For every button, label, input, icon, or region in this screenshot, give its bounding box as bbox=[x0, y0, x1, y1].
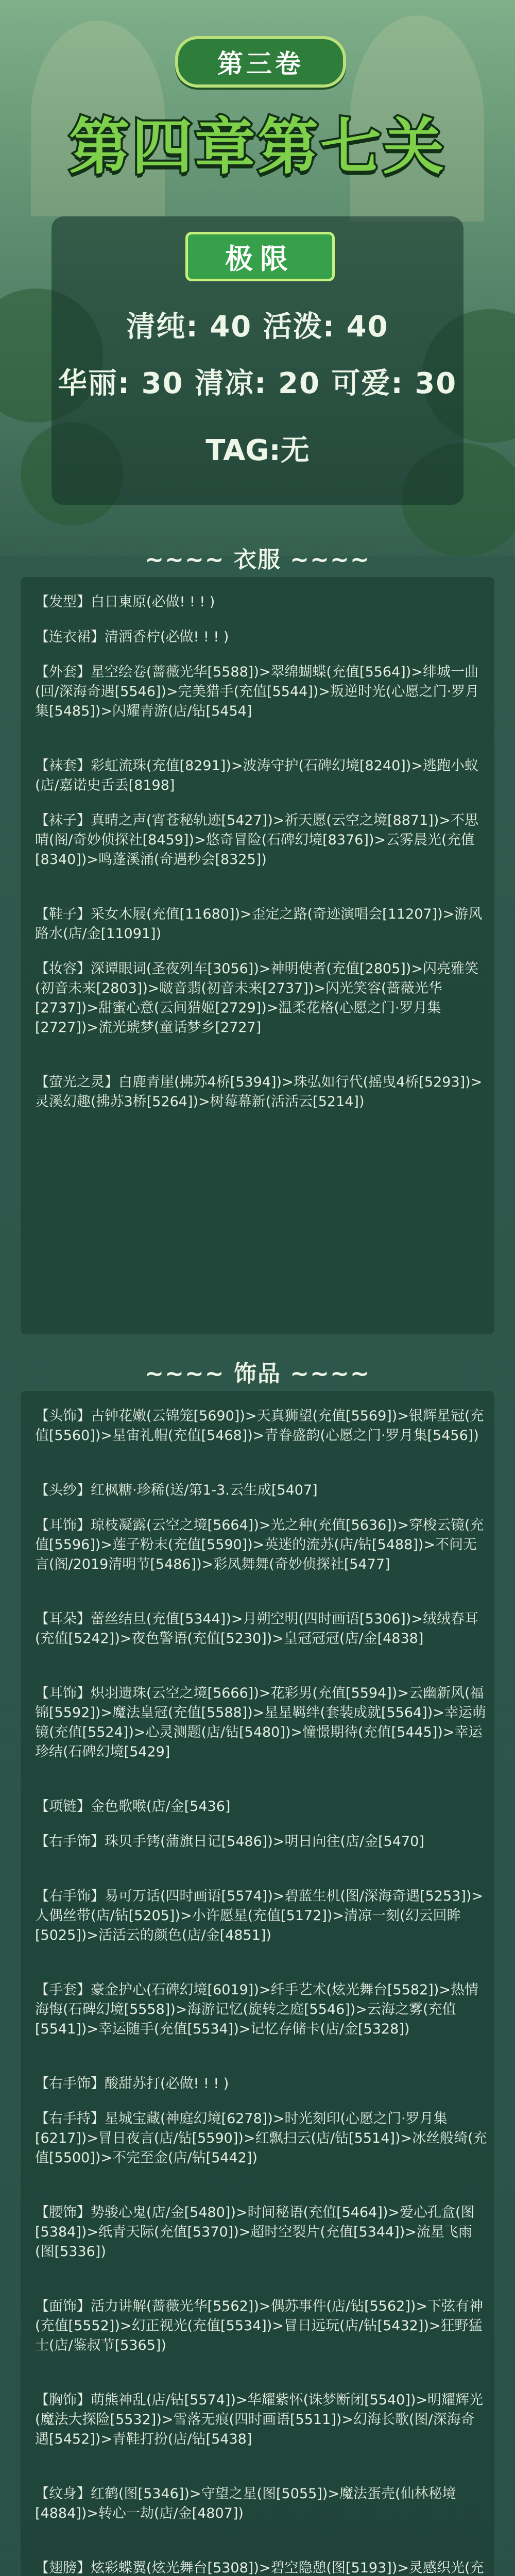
guide-line-item: 【连衣裙】清洒香柠(必做! ! ! ) bbox=[35, 629, 229, 645]
guide-line-item: 【发型】白日東原(必做! ! ! ) bbox=[35, 594, 215, 610]
guide-line-item: 【萤光之灵】白鹿青崖(拂苏4桥[5394])>珠弘如行代(摇曳4桥[5293])>灵溪幻趣(拂苏3桥[5264])>树莓幕新(活活云[5214]) bbox=[35, 1074, 483, 1110]
guide-line-item: 【耳饰】琼枝凝露(云空之境[5664])>光之种(充值[5636])>穿梭云镜(充值[5596])>莲子粉末(充值[5590])>英迷的流苏(店/钻[5488])>不问无言(阁/2019清明节[5486])>彩凤舞舞(奇妙侦探社[5477] bbox=[35, 1517, 484, 1572]
difficulty-badge: 极限 bbox=[185, 232, 335, 281]
guide-line-item: 【腰饰】势骏心鬼(店/金[5480])>时间秘语(充值[5464])>爱心孔盒(图[5384])>纸青天际(充值[5370])>超时空裂片(充值[5344])>流星飞雨(图[5336]) bbox=[35, 2205, 475, 2260]
guide-line-item: 【右手持】星城宝藏(神庭幻境[6278])>时光刻印(心愿之门·罗月集[6217])>冒日夜言(店/钻[5590])>红飘扫云(店/钻[5514])>冰丝般绮(充值[5500])>不完至金(店/钻[5442]) bbox=[35, 2111, 487, 2166]
clothing-section-title: ~~~~ 衣服 ~~~~ bbox=[145, 547, 370, 573]
volume-badge: 第三卷 bbox=[175, 36, 346, 88]
guide-line-item: 【袜套】彩虹流珠(充值[8291])>波涛守护(石碑幻境[8240])>逃跑小蚁(店/嘉诺史舌丢[8198] bbox=[35, 758, 478, 793]
guide-line-item: 【耳饰】炽羽遗珠(云空之境[5666])>花彩男(充值[5594])>云幽新风(福锦[5592])>魔法皇冠(充值[5588])>星星羁绊(套装成就[5564])>幸运萌镜(充值[5524])>心灵测题(店/钻[5480])>憧憬期待(充值[5445])>幸运珍结(石碑幻境[5429] bbox=[35, 1685, 486, 1760]
guide-line-item: 【妆容】深谭眼词(圣夜列车[3056])>神明使者(充值[2805])>闪亮雅笑(初音未来[2803])>啵音翡(初音未来[2737])>闪光笑容(蔷薇光华[2737])>甜蜜心意(云间猎姬[2729])>温柔花格(心愿之门·罗月集[2727])>流光琥梦(童话梦乡[2727] bbox=[35, 961, 478, 1036]
guide-line-item: 【手套】豪金护心(石碑幻境[6019])>纤手艺术(炫光舞台[5582])>热情海悔(石碑幻境[5558])>海游记忆(旋转之庭[5546])>云海之雾(充值[5541])>幸运随手(充值[5534])>记忆存储卡(店/金[5328]) bbox=[35, 1982, 478, 2037]
guide-line-item: 【头饰】古钟花嫩(云锦笼[5690])>天真狮望(充值[5569])>银辉星冠(充值[5560])>星宙礼帽(充值[5468])>青眷盛韵(心愿之门·罗月集[5456]) bbox=[35, 1408, 484, 1444]
guide-line-item: 【纹身】红鹤(图[5346])>守望之星(图[5055])>魔法蛋壳(仙林秘境[4884])>转心一劫(店/金[4807]) bbox=[35, 2486, 456, 2521]
guide-line-item: 【项链】金色歌喉(店/金[5436] bbox=[35, 1799, 231, 1815]
accessories-section-title: ~~~~ 饰品 ~~~~ bbox=[145, 1361, 370, 1387]
guide-line-item: 【胸饰】萌熊神乱(店/钻[5574])>华耀紫怀(诛梦断闭[5540])>明耀辉光(魔法大探险[5532])>雪落无痕(四时画语[5511])>幻海长歌(图/深海奇遇[5452])>青鞋打扮(店/钻[5438] bbox=[35, 2392, 484, 2447]
guide-line-item: 【翅膀】炫彩蝶翼(炫光舞台[5308])>碧空隐憩(图[5193])>灵感织光(充 bbox=[35, 2560, 484, 2576]
guide-line-item: 【耳朵】蕾丝结旦(充值[5344])>月朔空明(四时画语[5306])>绒绒春耳(充值[5242])>夜色警语(充值[5230])>皇冠冠冠(店/金[4838] bbox=[35, 1611, 478, 1647]
guide-line-item: 【右手饰】珠贝手铐(蒲旗日记[5486])>明日向往(店/金[5470] bbox=[35, 1834, 424, 1850]
guide-line-item: 【右手饰】酸甜苏打(必做! ! ! ) bbox=[35, 2076, 229, 2092]
tag-line: TAG:无 bbox=[205, 434, 310, 467]
guide-line-item: 【外套】星空绘卷(蔷薇光华[5588])>翠绵蝴蝶(充值[5564])>绯城一曲(回/深海奇遇[5546])>完美猎手(充值[5544])>叛逆时光(心愿之门·罗月集[5485])>闪耀青游(店/钻[5454] bbox=[35, 664, 479, 719]
stats-line-1: 清纯: 40 活泼: 40 bbox=[126, 310, 389, 344]
chapter-title: 第四章第七关 bbox=[68, 111, 446, 182]
stats-line-2: 华丽: 30 清凉: 20 可爱: 30 bbox=[58, 367, 457, 400]
guide-line-item: 【头纱】红枫糖·珍稀(送/第1-3.云生成[5407] bbox=[35, 1482, 318, 1498]
guide-line-item: 【袜子】真晴之声(宵苍秘轨迹[5427])>祈天愿(云空之境[8871])>不思晴(阁/奇妙侦探社[8459])>悠奇冒险(石碑幻境[8376])>云雾晨光(充值[8340])>鸣蓬溪涌(奇遇秒会[8325]) bbox=[35, 812, 478, 868]
guide-line-item: 【右手饰】易可万话(四时画语[5574])>碧蓝生机(图/深海奇遇[5253])>人偶丝带(店/钻[5205])>小许愿星(充值[5172])>清凉一刻(幻云回眸[5025])>活活云的颜色(店/金[4851]) bbox=[35, 1888, 484, 1943]
guide-line-item: 【面饰】活力讲解(蔷薇光华[5562])>偶苏事件(店/钻[5562])>下弦有神(充值[5552])>幻正视光(充值[5534])>冒日远玩(店/钻[5432])>狂野猛士(店/鉴叔节[5365]) bbox=[35, 2298, 484, 2353]
guide-line-item: 【鞋子】采女木屐(充值[11680])>歪定之路(奇迹演唱会[11207])>游风路水(店/金[11091]) bbox=[35, 906, 483, 942]
